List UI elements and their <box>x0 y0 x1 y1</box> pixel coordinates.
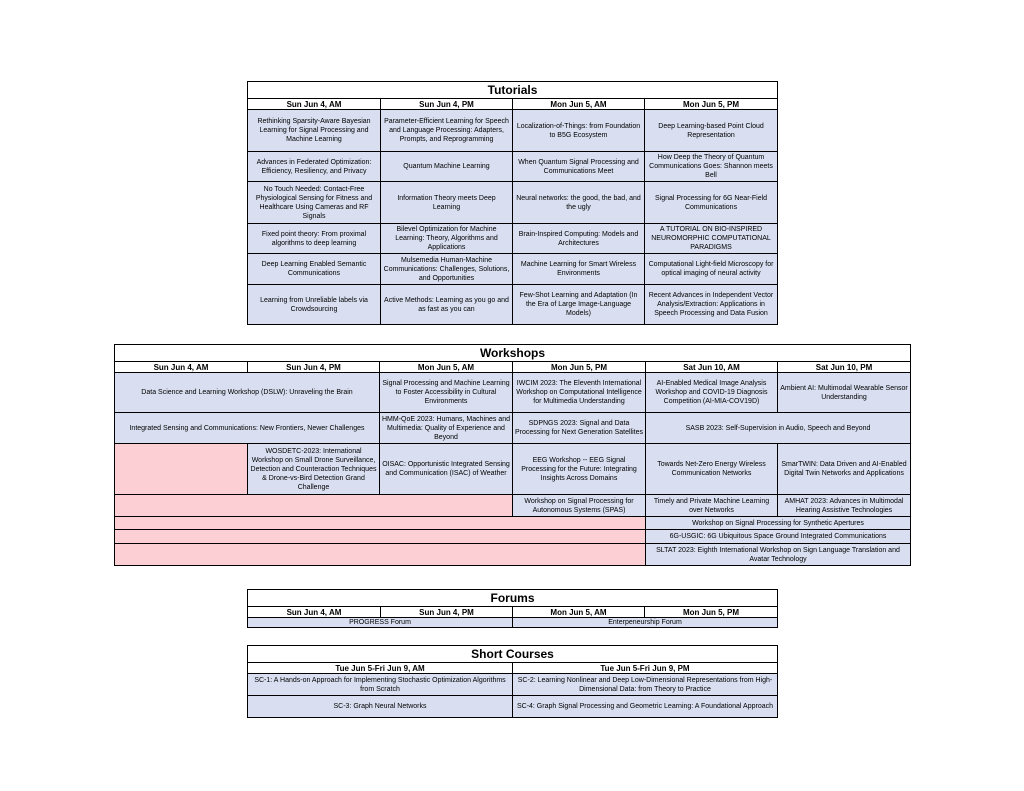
workshops-header: Mon Jun 5, AM <box>380 362 513 373</box>
workshop-cell: Data Science and Learning Workshop (DSLW): Unraveling the Brain <box>115 373 380 413</box>
workshop-cell: IWCIM 2023: The Eleventh International Workshop on Computational Intelligence for Multimedia Understanding <box>513 373 646 413</box>
workshop-cell: AMHAT 2023: Advances in Multimodal Hearing Assistive Technologies <box>778 495 911 517</box>
tutorial-cell: Rethinking Sparsity-Aware Bayesian Learning for Signal Processing and Machine Learning <box>248 110 381 152</box>
workshop-cell: SmarTWIN: Data Driven and AI-Enabled Digital Twin Networks and Applications <box>778 444 911 495</box>
tutorial-cell: When Quantum Signal Processing and Communications Meet <box>513 152 645 182</box>
tutorial-cell: Signal Processing for 6G Near-Field Communications <box>645 182 778 224</box>
workshop-cell: OISAC: Opportunistic Integrated Sensing and Communication (ISAC) of Weather <box>380 444 513 495</box>
empty-slot <box>115 530 646 544</box>
empty-slot <box>115 517 646 530</box>
tutorial-cell: Deep Learning-based Point Cloud Representation <box>645 110 778 152</box>
workshops-table <box>114 344 911 566</box>
workshop-cell: Ambient AI: Multimodal Wearable Sensor Understanding <box>778 373 911 413</box>
short-course-cell: SC-4: Graph Signal Processing and Geometric Learning: A Foundational Approach <box>513 696 778 718</box>
tutorial-cell: Information Theory meets Deep Learning <box>381 182 513 224</box>
tutorial-cell: Neural networks: the good, the bad, and the ugly <box>513 182 645 224</box>
tutorial-cell: Advances in Federated Optimization: Efficiency, Resiliency, and Privacy <box>248 152 381 182</box>
tutorial-cell: Mulsemedia Human-Machine Communications: Challenges, Solutions, and Opportunities <box>381 254 513 285</box>
tutorial-cell: Quantum Machine Learning <box>381 152 513 182</box>
forum-cell: Enterpeneurship Forum <box>513 618 778 628</box>
workshop-cell: Timely and Private Machine Learning over Networks <box>646 495 778 517</box>
short-course-cell: SC-2: Learning Nonlinear and Deep Low-Dimensional Representations from High-Dimensional Data: from Theory to Practice <box>513 674 778 696</box>
tutorials-header: Mon Jun 5, AM <box>513 99 645 110</box>
workshops-header: Sun Jun 4, AM <box>115 362 248 373</box>
workshop-cell: WOSDETC-2023: International Workshop on Small Drone Surveillance, Detection and Counteraction Techniques & Drone-vs-Bird Detection Grand Challenge <box>248 444 380 495</box>
tutorial-cell: Learning from Unreliable labels via Crowdsourcing <box>248 285 381 325</box>
tutorial-cell: Recent Advances in Independent Vector Analysis/Extraction: Applications in Speech Processing and Data Fusion <box>645 285 778 325</box>
workshop-cell: HMM-QoE 2023: Humans, Machines and Multimedia: Quality of Experience and Beyond <box>380 413 513 444</box>
short-courses-title: Short Courses <box>248 646 778 663</box>
tutorials-header: Mon Jun 5, PM <box>645 99 778 110</box>
tutorial-cell: Parameter-Efficient Learning for Speech and Language Processing: Adapters, Prompts, and Reprogramming <box>381 110 513 152</box>
tutorial-cell: Machine Learning for Smart Wireless Environments <box>513 254 645 285</box>
workshop-cell: Towards Net-Zero Energy Wireless Communication Networks <box>646 444 778 495</box>
forums-table <box>247 589 778 628</box>
workshop-cell: Workshop on Signal Processing for Autonomous Systems (SPAS) <box>513 495 646 517</box>
workshop-cell: Signal Processing and Machine Learning to Foster Accessibility in Cultural Environments <box>380 373 513 413</box>
tutorials-header: Sun Jun 4, AM <box>248 99 381 110</box>
short-courses-table <box>247 645 778 718</box>
tutorial-cell: Deep Learning Enabled Semantic Communications <box>248 254 381 285</box>
workshop-cell: SLTAT 2023: Eighth International Workshop on Sign Language Translation and Avatar Technology <box>646 544 911 566</box>
empty-slot <box>115 495 513 517</box>
tutorial-cell: Localization-of-Things: from Foundation to B5G Ecosystem <box>513 110 645 152</box>
workshop-cell: SASB 2023: Self-Supervision in Audio, Speech and Beyond <box>646 413 911 444</box>
tutorial-cell: No Touch Needed: Contact-Free Physiological Sensing for Fitness and Healthcare Using Cameras and RF Signals <box>248 182 381 224</box>
short-course-cell: SC-1: A Hands-on Approach for Implementing Stochastic Optimization Algorithms from Scratch <box>248 674 513 696</box>
tutorial-cell: Active Methods: Learning as you go and as fast as you can <box>381 285 513 325</box>
tutorial-cell: Bilevel Optimization for Machine Learning: Theory, Algorithms and Applications <box>381 224 513 254</box>
tutorial-cell: Computational Light-field Microscopy for optical imaging of neural activity <box>645 254 778 285</box>
forums-header: Sun Jun 4, AM <box>248 607 381 618</box>
forums-header: Mon Jun 5, PM <box>645 607 778 618</box>
workshops-header: Sat Jun 10, PM <box>778 362 911 373</box>
tutorial-cell: A TUTORIAL ON BIO-INSPIRED NEUROMORPHIC COMPUTATIONAL PARADIGMS <box>645 224 778 254</box>
tutorial-cell: How Deep the Theory of Quantum Communications Goes: Shannon meets Bell <box>645 152 778 182</box>
tutorials-table <box>247 81 778 325</box>
tutorials-title: Tutorials <box>248 82 778 99</box>
tutorial-cell: Few-Shot Learning and Adaptation (In the Era of Large Image-Language Models) <box>513 285 645 325</box>
short-courses-header: Tue Jun 5-Fri Jun 9, AM <box>248 663 513 674</box>
forums-header: Sun Jun 4, PM <box>381 607 513 618</box>
tutorials-header: Sun Jun 4, PM <box>381 99 513 110</box>
tutorial-cell: Fixed point theory: From proximal algorithms to deep learning <box>248 224 381 254</box>
empty-slot <box>115 444 248 495</box>
workshop-cell: Workshop on Signal Processing for Synthetic Apertures <box>646 517 911 530</box>
workshop-cell: SDPNGS 2023: Signal and Data Processing for Next Generation Satellites <box>513 413 646 444</box>
short-courses-header: Tue Jun 5-Fri Jun 9, PM <box>513 663 778 674</box>
forums-header: Mon Jun 5, AM <box>513 607 645 618</box>
forums-title: Forums <box>248 590 778 607</box>
forum-cell: PROGRESS Forum <box>248 618 513 628</box>
tutorial-cell: Brain-Inspired Computing: Models and Architectures <box>513 224 645 254</box>
workshops-header: Mon Jun 5, PM <box>513 362 646 373</box>
workshop-cell: 6G-USGIC: 6G Ubiquitous Space Ground Integrated Communications <box>646 530 911 544</box>
workshops-header: Sun Jun 4, PM <box>248 362 380 373</box>
workshop-cell: AI-Enabled Medical Image Analysis Workshop and COVID-19 Diagnosis Competition (AI-MIA-COV19D) <box>646 373 778 413</box>
short-course-cell: SC-3: Graph Neural Networks <box>248 696 513 718</box>
workshops-title: Workshops <box>115 345 911 362</box>
workshop-cell: EEG Workshop -- EEG Signal Processing for the Future: Integrating Insights Across Domains <box>513 444 646 495</box>
empty-slot <box>115 544 646 566</box>
workshop-cell: Integrated Sensing and Communications: New Frontiers, Newer Challenges <box>115 413 380 444</box>
workshops-header: Sat Jun 10, AM <box>646 362 778 373</box>
